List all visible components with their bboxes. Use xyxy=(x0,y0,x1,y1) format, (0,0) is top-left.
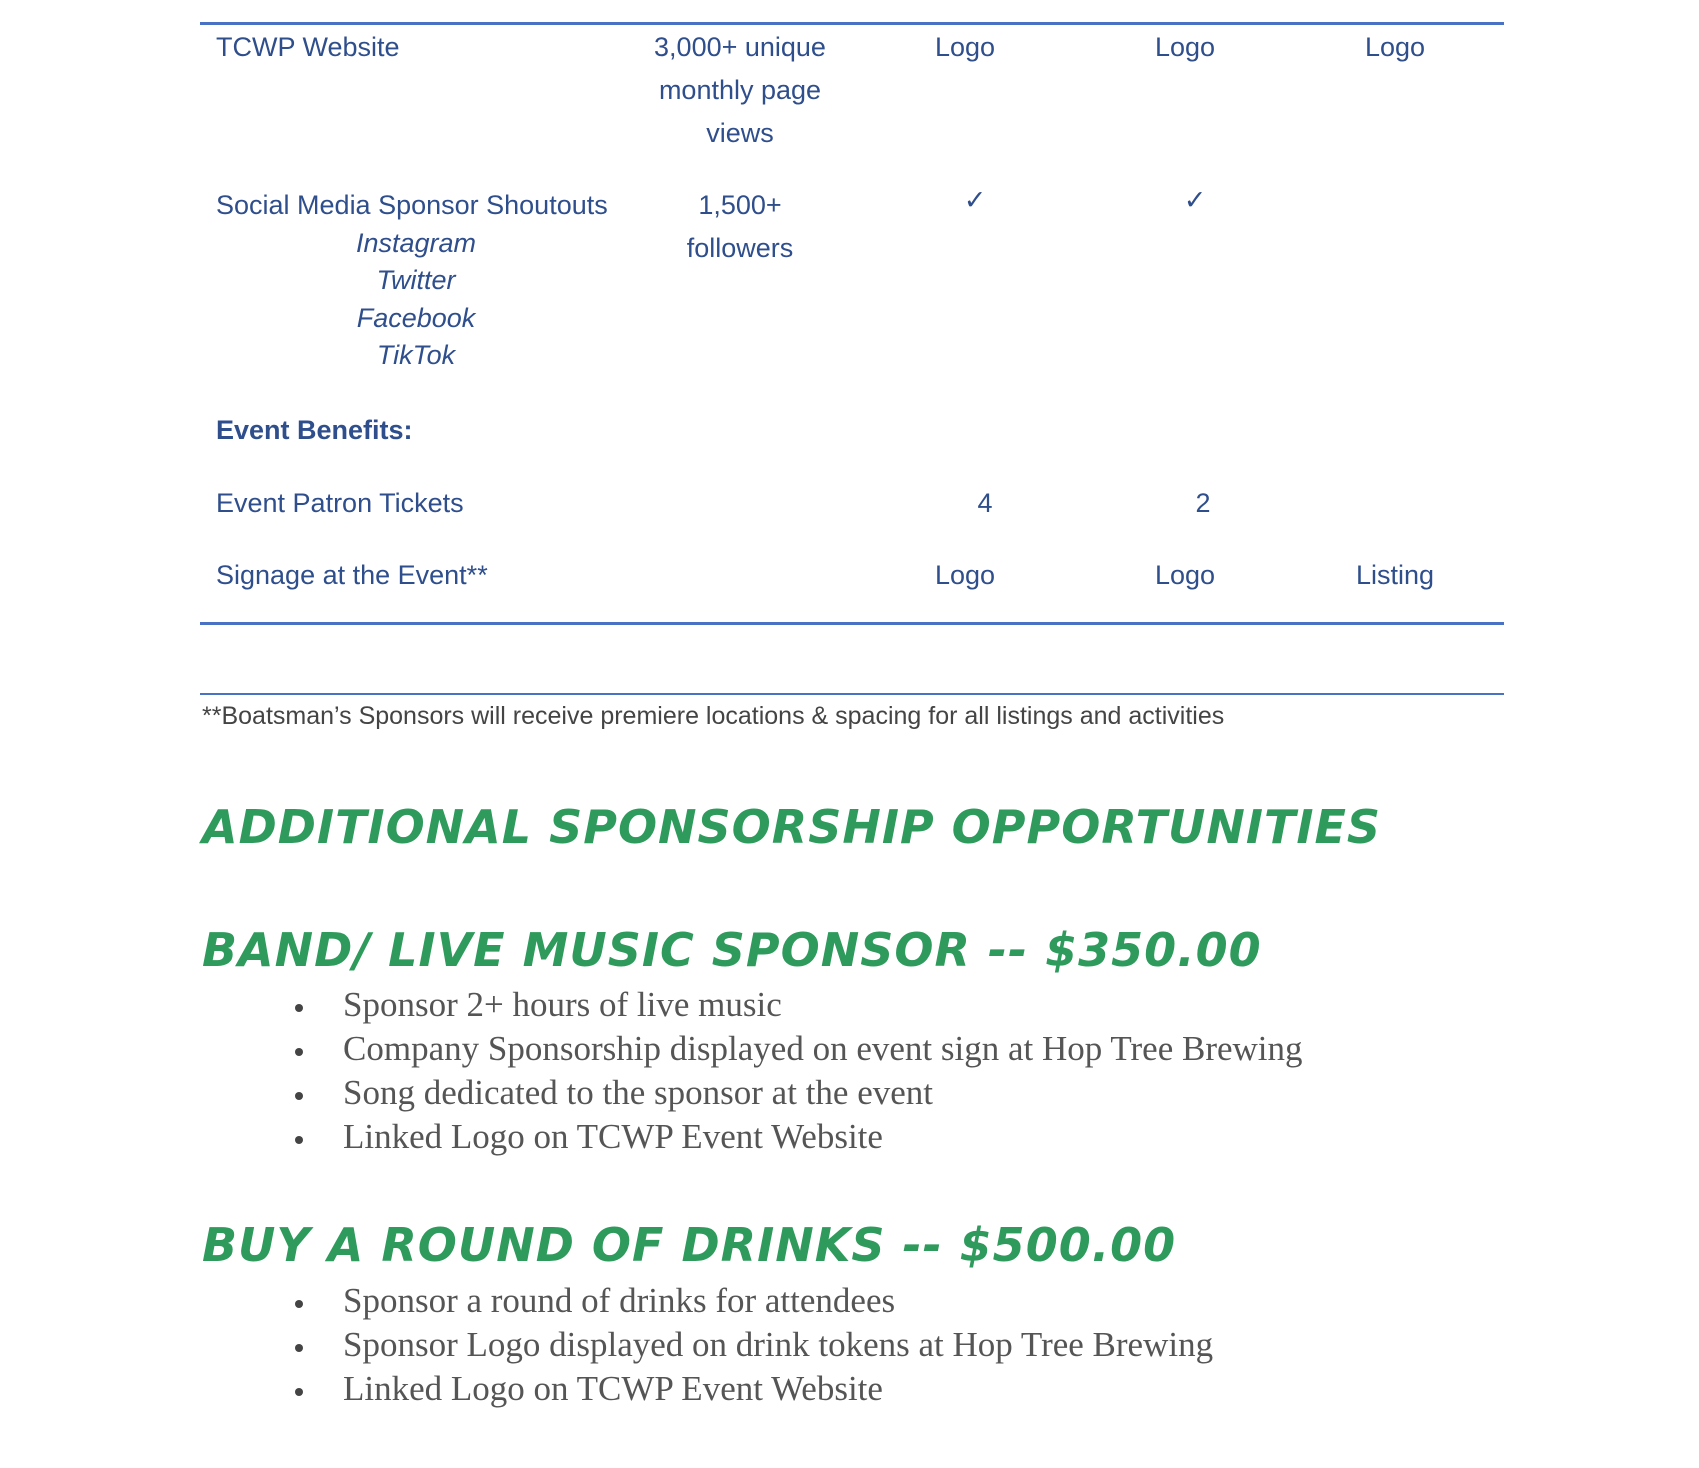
row-signage-col3: Listing xyxy=(1355,560,1435,590)
row-social-facebook: Facebook xyxy=(356,303,476,333)
row-tcwp-website-reach-line3: views xyxy=(706,118,774,148)
drinks-sponsor-list xyxy=(300,1279,1213,1411)
row-social-col2-check-icon: ✓ xyxy=(1183,185,1207,215)
row-signage-col1: Logo xyxy=(934,560,996,590)
list-item: Sponsor Logo displayed on drink tokens at Hop Tree Brewing xyxy=(300,1323,1213,1367)
row-social-twitter: Twitter xyxy=(376,265,456,295)
row-tcwp-website-reach-line1: 3,000+ unique xyxy=(654,32,826,62)
row-tcwp-website-label: TCWP Website xyxy=(216,32,400,62)
row-social-col1-check-icon: ✓ xyxy=(963,185,987,215)
row-patron-tickets-label: Event Patron Tickets xyxy=(216,488,464,518)
list-item: Company Sponsorship displayed on event sign at Hop Tree Brewing xyxy=(300,1027,1303,1071)
list-item: Linked Logo on TCWP Event Website xyxy=(300,1367,1213,1411)
row-social-tiktok: TikTok xyxy=(376,340,456,370)
row-social-reach-line2: followers xyxy=(686,233,794,263)
row-tcwp-website-col3: Logo xyxy=(1364,32,1426,62)
list-item: Linked Logo on TCWP Event Website xyxy=(300,1115,1303,1159)
row-tcwp-website-col2: Logo xyxy=(1154,32,1216,62)
row-tcwp-website-reach-line2: monthly page xyxy=(658,75,822,105)
band-sponsor-list xyxy=(300,983,1303,1159)
footnote: **Boatsman’s Sponsors will receive premiere locations & spacing for all listings and activities xyxy=(202,702,1225,730)
footnote-rule xyxy=(200,693,1504,695)
row-tcwp-website-col1: Logo xyxy=(934,32,996,62)
row-social-label: Social Media Sponsor Shoutouts xyxy=(216,190,608,220)
row-signage-col2: Logo xyxy=(1154,560,1216,590)
list-item: Sponsor 2+ hours of live music xyxy=(300,983,1303,1027)
row-patron-tickets-col2: 2 xyxy=(1195,488,1211,518)
row-patron-tickets-col1: 4 xyxy=(977,488,993,518)
additional-sponsorship-heading: ADDITIONAL SPONSORSHIP OPPORTUNITIES xyxy=(202,800,1382,854)
row-social-instagram: Instagram xyxy=(355,228,477,258)
list-item: Song dedicated to the sponsor at the event xyxy=(300,1071,1303,1115)
table-bottom-rule xyxy=(200,622,1504,625)
table-top-rule xyxy=(200,22,1504,25)
drinks-sponsor-heading: BUY A ROUND OF DRINKS -- $500.00 xyxy=(202,1218,1177,1272)
row-signage-label: Signage at the Event** xyxy=(216,560,488,590)
event-benefits-heading: Event Benefits: xyxy=(216,415,413,445)
band-sponsor-heading: BAND/ LIVE MUSIC SPONSOR -- $350.00 xyxy=(202,923,1262,977)
row-social-reach-line1: 1,500+ xyxy=(698,190,782,220)
list-item: Sponsor a round of drinks for attendees xyxy=(300,1279,1213,1323)
